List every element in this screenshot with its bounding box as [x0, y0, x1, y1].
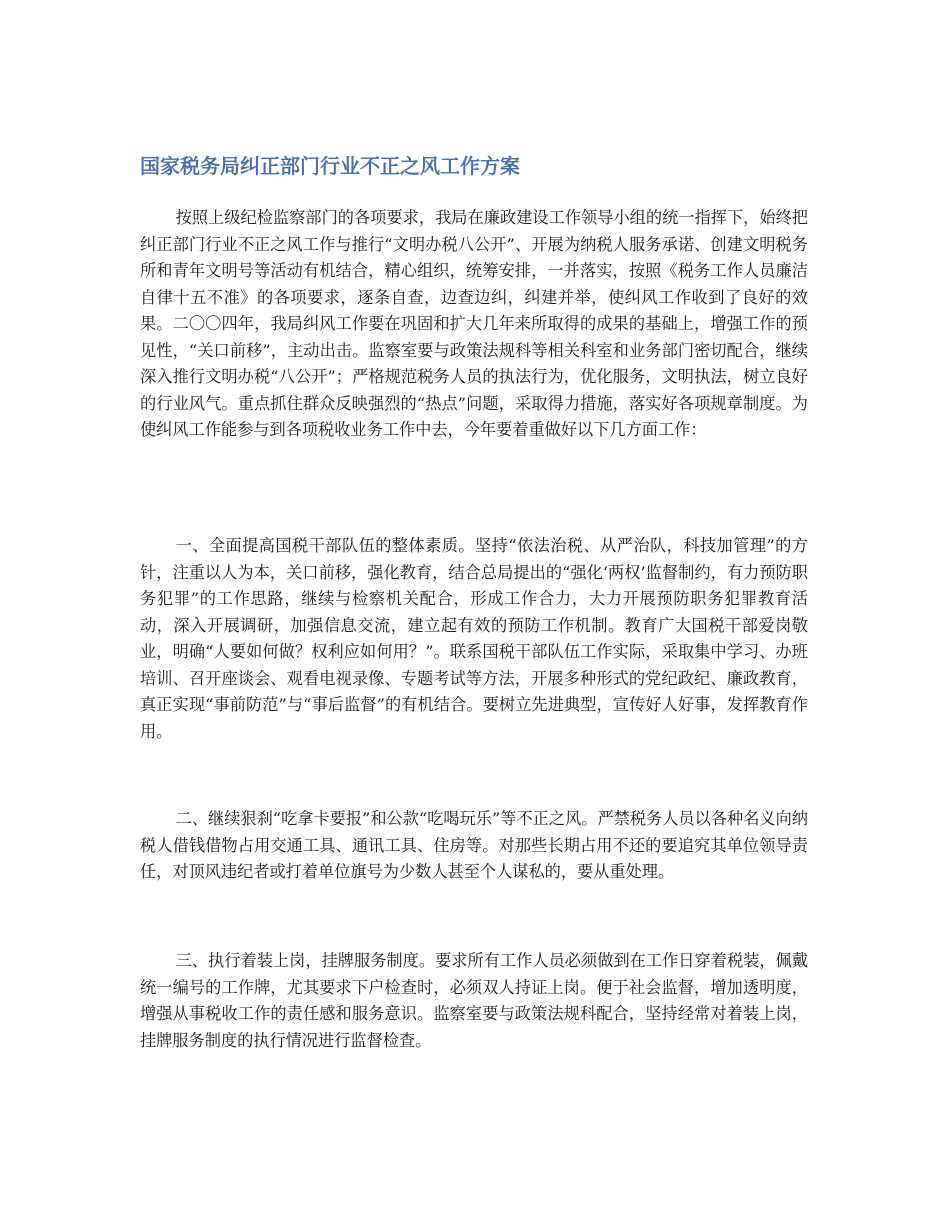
section-two-paragraph: 二、继续狠刹“吃拿卡要报”和公款“吃喝玩乐”等不正之风。严禁税务人员以各种名义向纳税人借钱借物占用交通工具、通讯工具、住房等。对那些长期占用不还的要追究其单位领导责任，对顶风违纪者或打着单位旗号为少数人甚至个人谋私的，要从重处理。	[140, 809, 808, 881]
intro-paragraph: 按照上级纪检监察部门的各项要求，我局在廉政建设工作领导小组的统一指挥下，始终把纠正部门行业不正之风工作与推行“文明办税八公开”、开展为纳税人服务承诺、创建文明税务所和青年文明号等活动有机结合，精心组织，统筹安排，一并落实，按照《税务工作人员廉洁自律十五不准》的各项要求，逐条自查，边查边纠，纠建并举，使纠风工作收到了良好的效果。二〇〇四年，我局纠风工作要在巩固和扩大几年来所取得的成果的基础上，增强工作的预见性，“关口前移”，主动出击。监察室要与政策法规科等相关科室和业务部门密切配合，继续深入推行文明办税“八公开”；严格规范税务人员的执法行为，优化服务，文明执法，树立良好的行业风气。重点抓住群众反映强烈的“热点”问题，采取得力措施，落实好各项规章制度。为使纠风工作能参与到各项税收业务工作中去，今年要着重做好以下几方面工作：	[140, 208, 808, 439]
section-one-paragraph: 一、全面提高国税干部队伍的整体素质。坚持“依法治税、从严治队，科技加管理”的方针，注重以人为本，关口前移，强化教育，结合总局提出的“强化‘两权’监督制约，有力预防职务犯罪”的工作思路，继续与检察机关配合，形成工作合力，大力开展预防职务犯罪教育活动，深入开展调研，加强信息交流，建立起有效的预防工作机制。教育广大国税干部爱岗敬业，明确“人要如何做？权利应如何用？”。联系国税干部队伍工作实际，采取集中学习、办班培训、召开座谈会、观看电视录像、专题考试等方法，开展多种形式的党纪政纪、廉政教育，真正实现“事前防范”与“事后监督”的有机结合。要树立先进典型，宣传好人好事，发挥教育作用。	[140, 536, 808, 741]
section-three-paragraph: 三、执行着装上岗，挂牌服务制度。要求所有工作人员必须做到在工作日穿着税装，佩戴统一编号的工作牌，尤其要求下户检查时，必须双人持证上岗。便于社会监督，增加透明度，增强从事税收工作的责任感和服务意识。监察室要与政策法规科配合，坚持经常对着装上岗，挂牌服务制度的执行情况进行监督检查。	[140, 951, 808, 1050]
document-title: 国家税务局纠正部门行业不正之风工作方案	[140, 154, 520, 178]
